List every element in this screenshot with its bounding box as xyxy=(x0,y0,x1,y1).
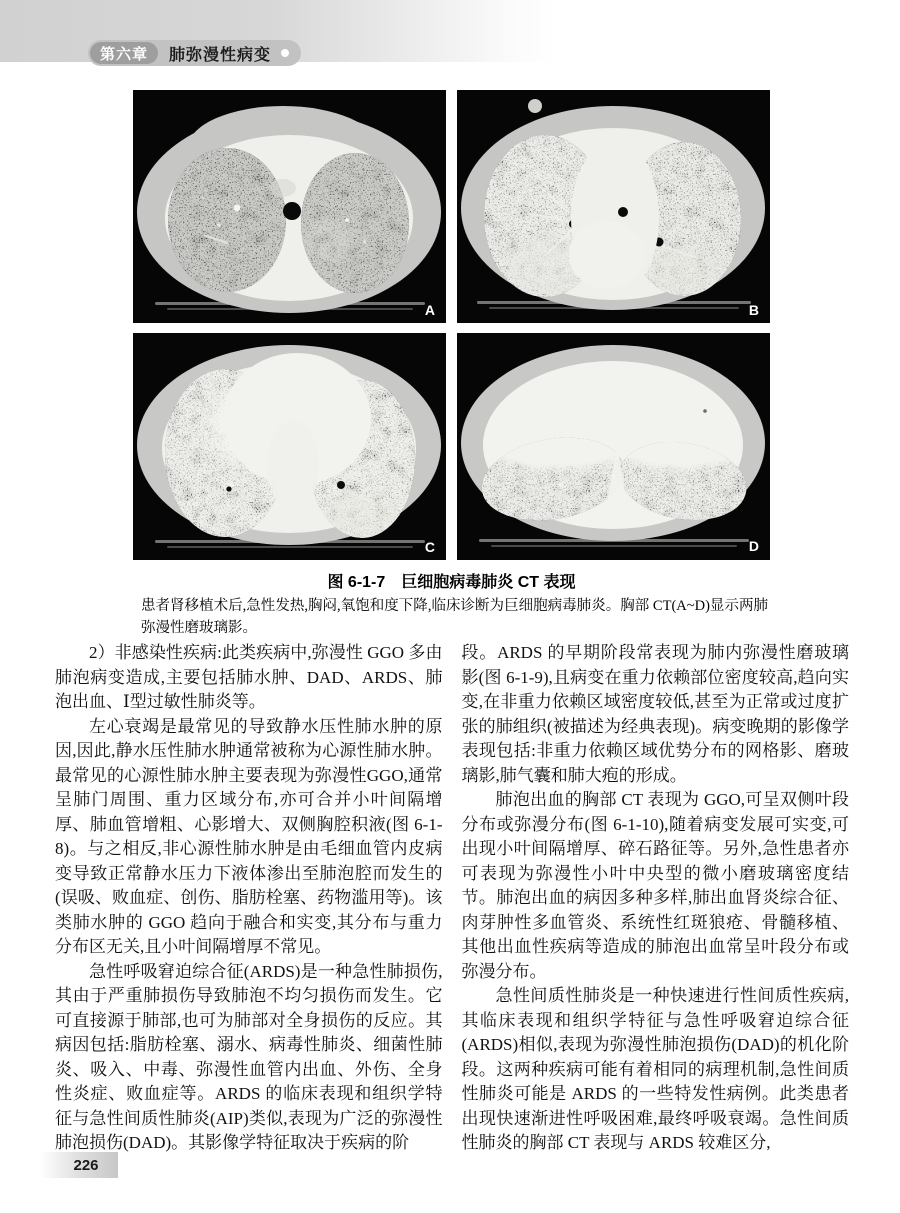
column-left xyxy=(55,641,443,1156)
chapter-title: 肺弥漫性病变 xyxy=(169,46,272,64)
panel-label-d: D xyxy=(748,538,759,554)
chapter-badge: 第六章 xyxy=(90,42,158,64)
panel-label-c: C xyxy=(424,539,435,555)
paragraph: 段。ARDS 的早期阶段常表现为肺内弥漫性磨玻璃影(图 6-1-9),且病变在重力依赖部位密度较高,趋向实变,在非重力依赖区域密度较低,甚至为正常或过度扩张的肺组织(被描述为经典表现)。病变晚期的影像学表现包括:非重力依赖区域优势分布的网格影、磨玻璃影,肺气囊和肺大疱的形成。 xyxy=(461,643,849,785)
paragraph: 2）非感染性疾病:此类疾病中,弥漫性 GGO 多由肺泡病变造成,主要包括肺水肿、DAD、ARDS、肺泡出血、Ⅰ型过敏性肺炎等。 xyxy=(55,643,443,711)
paragraph: 左心衰竭是最常见的导致静水压性肺水肿的原因,因此,静水压性肺水肿通常被称为心源性肺水肿。最常见的心源性肺水肿主要表现为弥漫性GGO,通常呈肺门周围、重力区域分布,亦可合并小叶间隔增厚、肺血管增粗、心影增大、双侧胸腔积液(图 6-1-8)。与之相反,非心源性肺水肿是由毛细血管内皮病变导致正常静水压力下液体渗出至肺泡腔而发生的(误吸、败血症、创伤、脂肪栓塞、药物滥用等)。该类肺水肿的 GGO 趋向于融合和实变,其分布与重力分布区无关,且小叶间隔增厚不常见。 xyxy=(55,716,443,956)
ct-panel-c xyxy=(133,333,446,560)
column-right xyxy=(462,641,850,1156)
panel-label-b: B xyxy=(748,302,759,318)
figure-caption: 患者肾移植术后,急性发热,胸闷,氧饱和度下降,临床诊断为巨细胞病毒肺炎。胸部 CT(A~D)显示两肺弥漫性磨玻璃影。 xyxy=(141,598,768,636)
chapter-capsule xyxy=(88,40,301,66)
ct-grid xyxy=(133,90,770,560)
ct-panel-d xyxy=(457,333,770,560)
paragraph: 肺泡出血的胸部 CT 表现为 GGO,可呈双侧叶段分布或弥漫分布(图 6-1-10),随着病变发展可实变,可出现小叶间隔增厚、碎石路征等。另外,急性患者亦可表现为弥漫性小叶中央型的微小磨玻璃密度结节。肺泡出血的病因多种多样,肺出血肾炎综合征、肉芽肿性多血管炎、系统性红斑狼疮、骨髓移植、其他出血性疾病等造成的肺泡出血常呈叶段分布或弥漫分布。 xyxy=(461,790,849,981)
paragraph: 急性间质性肺炎是一种快速进行性间质性疾病,其临床表现和组织学特征与急性呼吸窘迫综合征(ARDS)相似,表现为弥漫性肺泡损伤(DAD)的机化阶段。这两种疾病可能有着相同的病理机制,急性间质性肺炎可能是 ARDS 的一些特发性病例。此类患者出现快速渐进性呼吸困难,最终呼吸衰竭。急性间质性肺炎的胸部 CT 表现与 ARDS 较难区分, xyxy=(461,986,849,1152)
ct-panel-b xyxy=(457,90,770,323)
article-columns xyxy=(55,641,849,1156)
page-number-bar xyxy=(40,1152,118,1178)
ct-panel-a xyxy=(133,90,446,323)
figure-title: 图 6-1-7 巨细胞病毒肺炎 CT 表现 xyxy=(327,574,576,591)
page-number: 226 xyxy=(73,1156,99,1174)
figure-block xyxy=(133,90,770,639)
panel-label-a: A xyxy=(424,302,435,318)
paragraph: 急性呼吸窘迫综合征(ARDS)是一种急性肺损伤,其由于严重肺损伤导致肺泡不均匀损伤而发生。它可直接源于肺部,也可为肺部对全身损伤的反应。其病因包括:脂肪栓塞、溺水、病毒性肺炎、细菌性肺炎、吸入、中毒、弥漫性血管内出血、外伤、全身性炎症、败血症等。ARDS 的临床表现和组织学特征与急性间质性肺炎(AIP)类似,表现为广泛的弥漫性肺泡损伤(DAD)。其影像学特征取决于疾病的阶 xyxy=(55,961,443,1152)
bullet-dot-icon xyxy=(281,49,289,57)
header-band xyxy=(0,0,900,62)
